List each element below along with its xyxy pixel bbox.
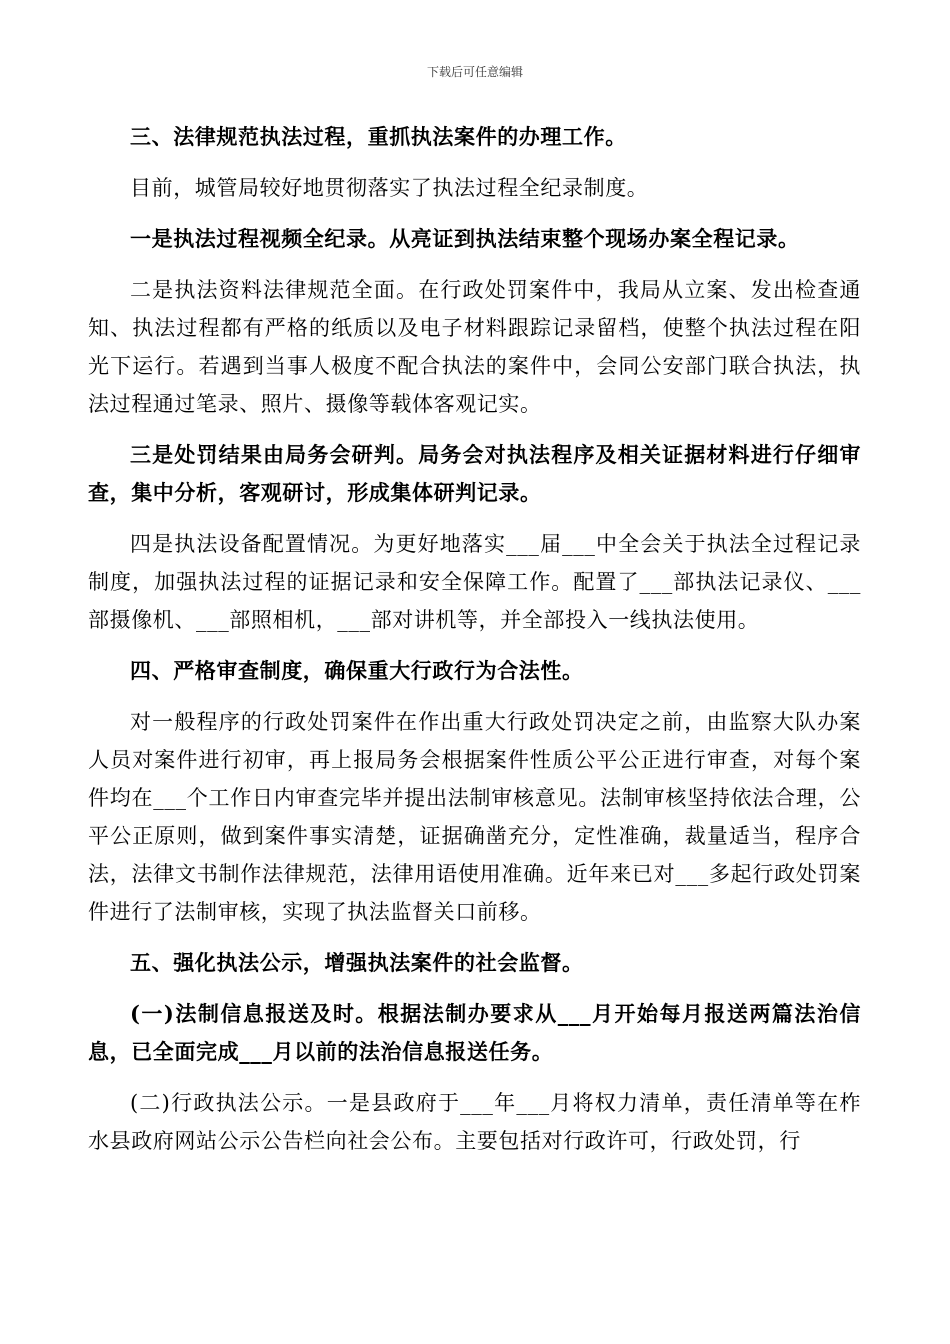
paragraph-bold: 一是执法过程视频全纪录。从亮证到执法结束整个现场办案全程记录。	[130, 226, 800, 251]
section-heading-3: 三、法律规范执法过程，重抓执法案件的办理工作。	[130, 124, 627, 149]
paragraph-bold: 三是处罚结果由局务会研判。局务会对执法程序及相关证据材料进行仔细审查，集中分析，客观研讨，形成集体研判记录。	[88, 442, 861, 505]
document-body	[88, 118, 861, 1160]
paragraph-bold: (一)法制信息报送及时。根据法制办要求从___月开始每月报送两篇法治信息，已全面完成___月以前的法治信息报送任务。	[88, 1001, 861, 1064]
paragraph: 对一般程序的行政处罚案件在作出重大行政处罚决定之前，由监察大队办案人员对案件进行初审，再上报局务会根据案件性质公平公正进行审查，对每个案件均在___个工作日内审查完毕并提出法制审核意见。法制审核坚持依法合理，公平公正原则，做到案件事实清楚，证据确凿充分，定性准确，裁量适当，程序合法，法律文书制作法律规范，法律用语使用准确。近年来已对___多起行政处罚案件进行了法制审核，实现了执法监督关口前移。	[88, 710, 861, 924]
section-heading-5: 五、强化执法公示，增强执法案件的社会监督。	[130, 950, 584, 975]
paragraph: 二是执法资料法律规范全面。在行政处罚案件中，我局从立案、发出检查通知、执法过程都有严格的纸质以及电子材料跟踪记录留档，使整个执法过程在阳光下运行。若遇到当事人极度不配合执法的案件中，会同公安部门联合执法，执法过程通过笔录、照片、摄像等载体客观记实。	[88, 278, 861, 416]
paragraph: 目前，城管局较好地贯彻落实了执法过程全纪录制度。	[130, 176, 649, 200]
paragraph: 四是执法设备配置情况。为更好地落实___届___中全会关于执法全过程记录制度，加强执法过程的证据记录和安全保障工作。配置了___部执法记录仪、___部摄像机、___部照相机，___部对讲机等，并全部投入一线执法使用。	[88, 532, 861, 632]
section-heading-4: 四、严格审查制度，确保重大行政行为合法性。	[130, 658, 584, 683]
page-header: 下载后可任意编辑	[426, 65, 523, 79]
paragraph: (二)行政执法公示。一是县政府于___年___月将权力清单，责任清单等在柞水县政府网站公示公告栏向社会公布。主要包括对行政许可，行政处罚，行	[88, 1091, 861, 1153]
